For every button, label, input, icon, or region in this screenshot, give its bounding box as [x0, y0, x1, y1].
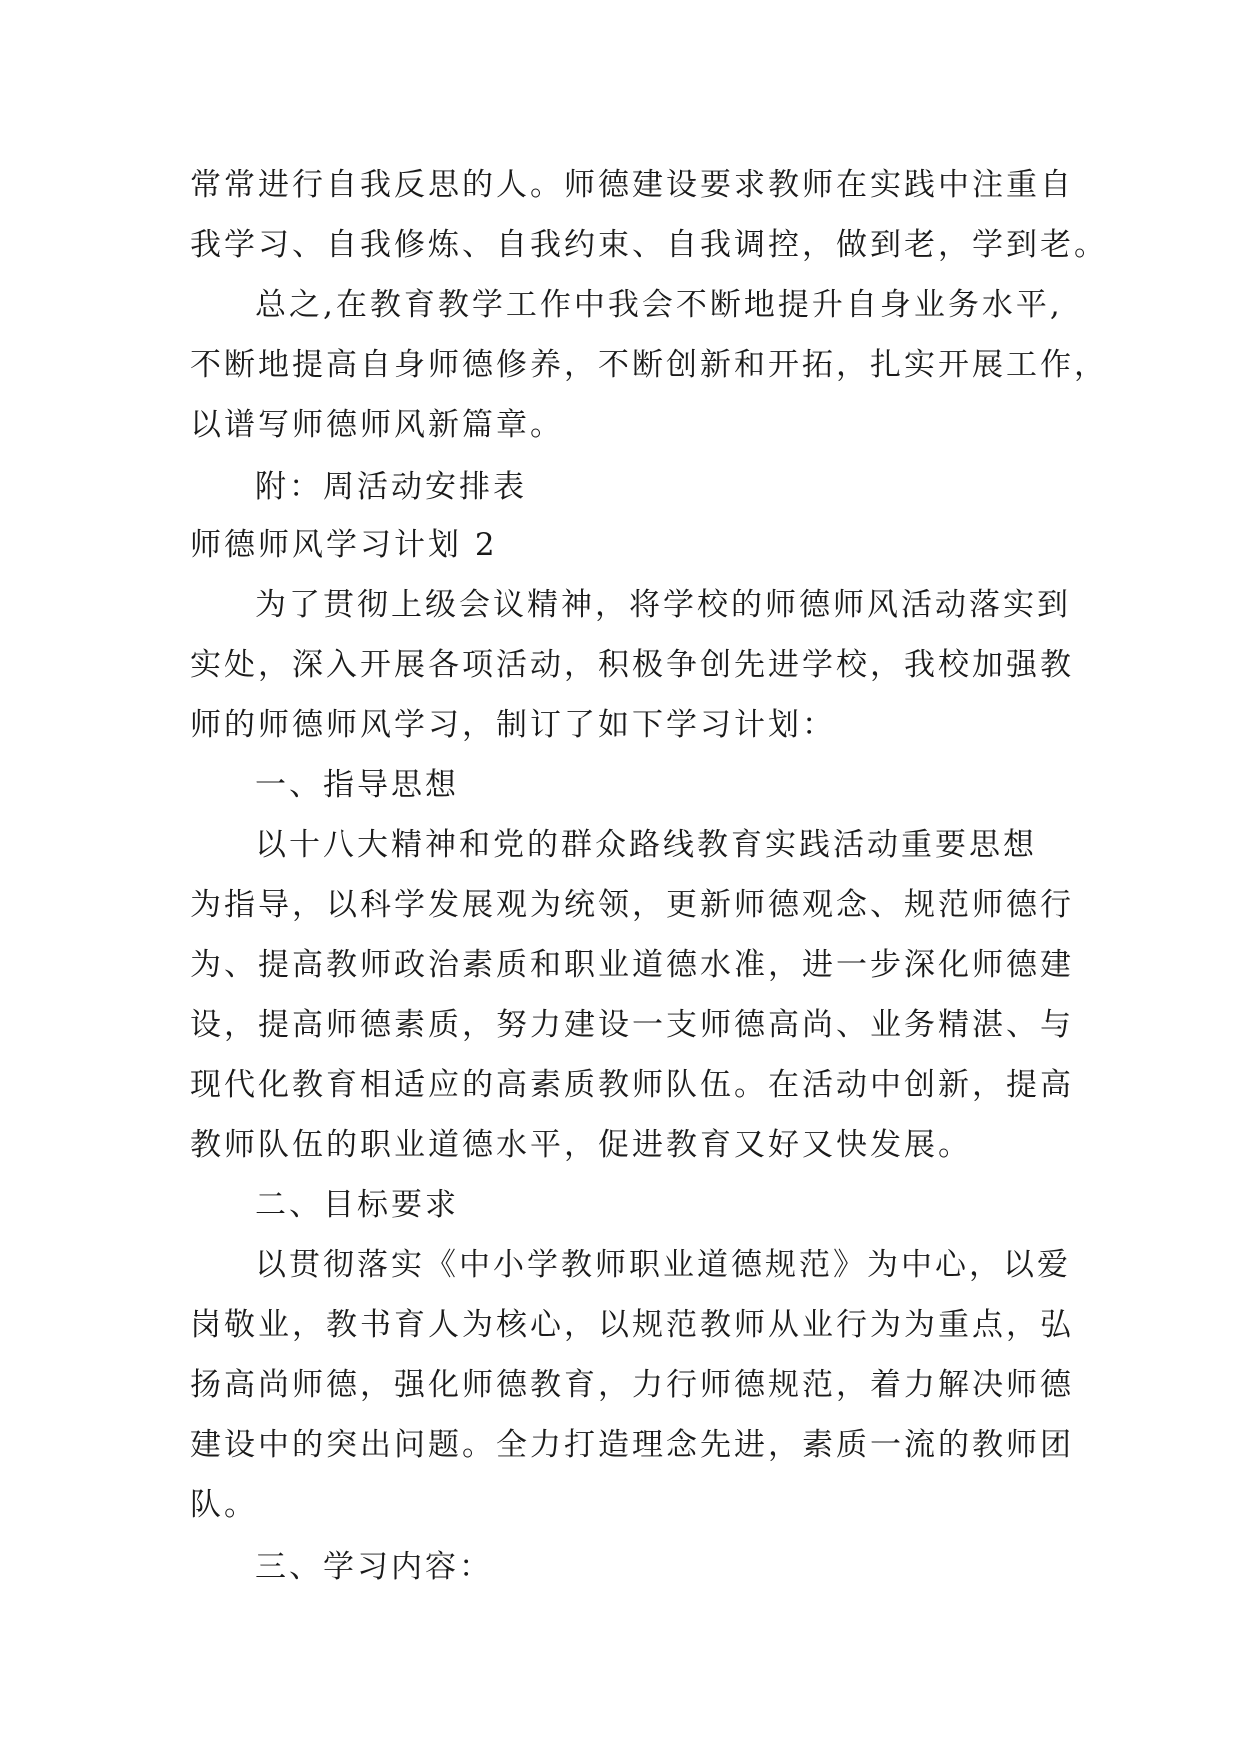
- text-line: 教师队伍的职业道德水平，促进教育又好又快发展。: [190, 1127, 972, 1163]
- text-line: 以十八大精神和党的群众路线教育实践活动重要思想: [255, 827, 1037, 863]
- appendix-line: 附：周活动安排表: [255, 469, 527, 505]
- section-title: 师德师风学习计划 2: [190, 527, 498, 563]
- text-line: 为指导，以科学发展观为统领，更新师德观念、规范师德行: [190, 887, 1074, 923]
- text-line: 岗敬业，教书育人为核心，以规范教师从业行为为重点，弘: [190, 1307, 1074, 1343]
- text-line: 常常进行自我反思的人。师德建设要求教师在实践中注重自: [190, 167, 1074, 203]
- heading-guiding-thought: 一、指导思想: [255, 767, 459, 803]
- heading-goals: 二、目标要求: [255, 1187, 459, 1223]
- text-line: 现代化教育相适应的高素质教师队伍。在活动中创新，提高: [190, 1067, 1074, 1103]
- text-line: 以贯彻落实《中小学教师职业道德规范》为中心，以爱: [255, 1247, 1071, 1283]
- text-line: 我学习、自我修炼、自我约束、自我调控，做到老，学到老。: [190, 227, 1108, 263]
- text-line: 不断地提高自身师德修养，不断创新和开拓，扎实开展工作，: [190, 347, 1108, 383]
- text-line: 师的师德师风学习，制订了如下学习计划：: [190, 707, 836, 743]
- text-line: 队。: [190, 1487, 258, 1523]
- text-line: 扬高尚师德，强化师德教育，力行师德规范，着力解决师德: [190, 1367, 1074, 1403]
- text-line: 为了贯彻上级会议精神，将学校的师德师风活动落实到: [255, 587, 1071, 623]
- text-line: 为、提高教师政治素质和职业道德水准，进一步深化师德建: [190, 947, 1074, 983]
- text-line: 建设中的突出问题。全力打造理念先进，素质一流的教师团: [190, 1427, 1074, 1463]
- text-line: 以谱写师德师风新篇章。: [190, 407, 564, 443]
- text-line: 实处，深入开展各项活动，积极争创先进学校，我校加强教: [190, 647, 1074, 683]
- text-line: 总之,在教育教学工作中我会不断地提升自身业务水平,: [255, 287, 1063, 323]
- heading-study-content: 三、学习内容：: [255, 1549, 493, 1585]
- text-line: 设，提高师德素质，努力建设一支师德高尚、业务精湛、与: [190, 1007, 1074, 1043]
